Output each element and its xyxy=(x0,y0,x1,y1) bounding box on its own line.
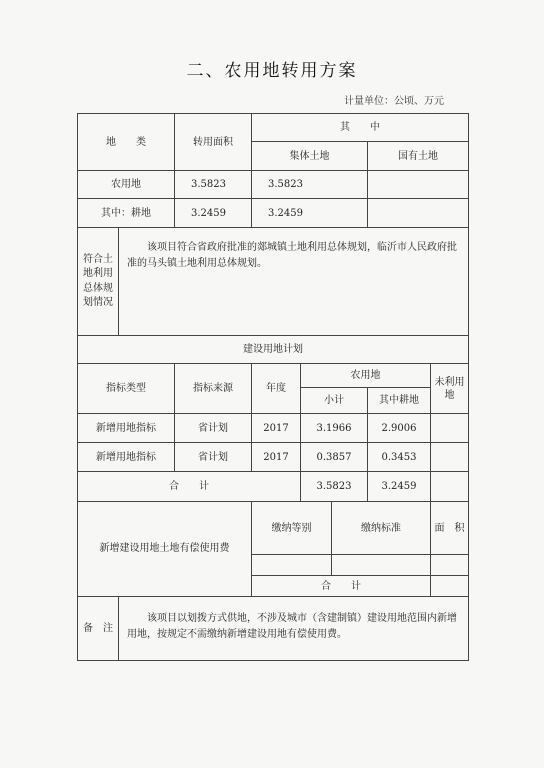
plan-row-year: 2017 xyxy=(252,414,301,443)
header-indicator-type: 指标类型 xyxy=(78,364,175,414)
header-fee-grade: 缴纳等别 xyxy=(252,502,332,555)
header-state-land: 国有土地 xyxy=(368,142,469,171)
fee-area-cell xyxy=(431,555,469,576)
planning-text: 该项目符合省政府批准的郯城镇土地利用总体规划，临沂市人民政府批准的马头镇土地利用总体规划。 xyxy=(119,228,469,336)
construction-plan-heading: 建设用地计划 xyxy=(78,336,469,364)
header-year: 年度 xyxy=(252,364,301,414)
row-label-cultivated: 其中：耕地 xyxy=(78,199,175,228)
cell-cultivated-area: 3.2459 xyxy=(175,199,252,228)
header-indicator-source: 指标来源 xyxy=(175,364,252,414)
plan-total-label: 合 计 xyxy=(78,472,301,502)
plan-row-year: 2017 xyxy=(252,443,301,472)
plan-row-unused xyxy=(431,414,469,443)
fee-total-label: 合 计 xyxy=(252,576,431,597)
row-label-farmland: 农用地 xyxy=(78,171,175,199)
plan-row-type: 新增用地指标 xyxy=(78,414,175,443)
fee-total-area xyxy=(431,576,469,597)
cell-cultivated-state xyxy=(368,199,469,228)
fee-grade-cell xyxy=(252,555,332,576)
cell-farmland-state xyxy=(368,171,469,199)
header-farmland: 农用地 xyxy=(301,364,431,388)
header-land-type: 地 类 xyxy=(78,114,175,171)
fee-label: 新增建设用地土地有偿使用费 xyxy=(78,502,252,597)
planning-label: 符合土地利用总体规划情况 xyxy=(78,228,119,336)
plan-row-cultivated: 2.9006 xyxy=(368,414,431,443)
plan-row-cultivated: 0.3453 xyxy=(368,443,431,472)
cell-cultivated-collective: 3.2459 xyxy=(252,199,368,228)
fee-standard-cell xyxy=(332,555,431,576)
plan-row-source: 省计划 xyxy=(175,443,252,472)
plan-row-subtotal: 0.3857 xyxy=(301,443,368,472)
remarks-text: 该项目以划拨方式供地，不涉及城市（含建制镇）建设用地范围内新增用地，按规定不需缴纳新增建设用地有偿使用费。 xyxy=(119,597,469,661)
header-converted-area: 转用面积 xyxy=(175,114,252,171)
plan-row-subtotal: 3.1966 xyxy=(301,414,368,443)
page-title: 二、农用地转用方案 xyxy=(186,61,358,81)
header-fee-area: 面 积 xyxy=(431,502,469,555)
remarks-label: 备 注 xyxy=(78,597,119,661)
header-subtotal: 小计 xyxy=(301,388,368,414)
conversion-plan-table xyxy=(77,113,469,661)
plan-total-unused xyxy=(431,472,469,502)
header-of-which-cultivated: 其中耕地 xyxy=(368,388,431,414)
header-unused-land: 未利用地 xyxy=(431,364,469,414)
plan-row-type: 新增用地指标 xyxy=(78,443,175,472)
plan-row-unused xyxy=(431,443,469,472)
plan-total-cultivated: 3.2459 xyxy=(368,472,431,502)
plan-total-subtotal: 3.5823 xyxy=(301,472,368,502)
cell-farmland-area: 3.5823 xyxy=(175,171,252,199)
header-of-which: 其 中 xyxy=(252,114,469,142)
cell-farmland-collective: 3.5823 xyxy=(252,171,368,199)
header-collective-land: 集体土地 xyxy=(252,142,368,171)
header-fee-standard: 缴纳标准 xyxy=(332,502,431,555)
unit-note: 计量单位：公顷、万元 xyxy=(344,96,444,107)
plan-row-source: 省计划 xyxy=(175,414,252,443)
